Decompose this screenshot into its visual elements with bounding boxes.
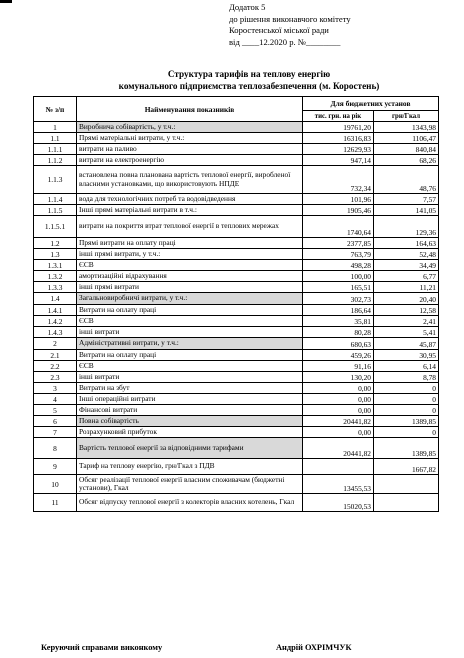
table-row [34,475,439,494]
row-indicator-cell: Прямі матеріальні витрати, у т.ч.: [77,133,303,144]
row-indicator-cell: інші витрати [77,372,303,383]
row-number-cell: 10 [34,475,77,494]
row-number-cell: 1.1.4 [34,194,77,205]
row-number-cell: 2 [34,338,77,350]
row-number-cell: 4 [34,394,77,405]
row-indicator-cell: інші прямі витрати [77,282,303,293]
row-value-per-gcal-cell: 0 [374,405,439,416]
header-indicator-name: Найменування показників [77,97,303,122]
row-indicator-cell: Загальновиробничі витрати, у т.ч.: [77,293,303,305]
appendix-line: до рішення виконавчого комітету [229,13,351,24]
row-indicator-cell: Інші операційні витрати [77,394,303,405]
row-indicator-cell: Обсяг реалізації теплової енергії власним споживачам (бюджетні установи), Гкал [77,475,303,494]
row-indicator-cell: Витрати на оплату праці [77,305,303,316]
table-row [34,316,439,327]
row-number-cell: 6 [34,416,77,427]
row-value-per-gcal-cell: 164,63 [374,238,439,249]
table-row [34,282,439,293]
footer-position: Керуючий справами виконкому [41,643,163,652]
row-value-thousand-cell: 2377,85 [303,238,374,249]
row-indicator-cell: Виробнича собівартість, у т.ч.: [77,122,303,133]
row-value-per-gcal-cell: 1343,98 [374,122,439,133]
row-number-cell: 9 [34,459,77,475]
appendix-date-line: від ____12.2020 р. №________ [229,36,341,47]
table-row [34,327,439,338]
row-value-per-gcal-cell: 20,40 [374,293,439,305]
row-value-thousand-cell: 0,00 [303,394,374,405]
table-body [34,122,439,512]
row-number-cell: 1.1.5.1 [34,216,77,238]
row-indicator-cell: Прямі витрати на оплату праці [77,238,303,249]
row-value-per-gcal-cell: 1667,82 [374,459,439,475]
row-value-thousand-cell: 100,00 [303,271,374,282]
row-number-cell: 2.3 [34,372,77,383]
header-uah-per-gcal: грн/Гкал [374,111,439,122]
row-number-cell: 1.4.2 [34,316,77,327]
row-value-per-gcal-cell: 0 [374,394,439,405]
header-budget-institutions: Для бюджетних установ [303,97,439,111]
table-row [34,416,439,427]
row-value-per-gcal-cell: 1389,85 [374,416,439,427]
row-indicator-cell: витрати на покриття втрат теплової енергії в теплових мережах [77,216,303,238]
table-row [34,144,439,155]
table-row [34,293,439,305]
table-row [34,133,439,144]
row-value-thousand-cell: 186,64 [303,305,374,316]
table-row [34,338,439,350]
table-row [34,205,439,216]
row-indicator-cell: вода для технологічних потреб та водовідведення [77,194,303,205]
table-row [34,405,439,416]
table-row [34,260,439,271]
row-value-thousand-cell: 13455,53 [303,475,374,494]
table-row [34,238,439,249]
row-value-thousand-cell: 680,63 [303,338,374,350]
row-value-thousand-cell: 1905,46 [303,205,374,216]
row-value-thousand-cell: 947,14 [303,155,374,166]
row-number-cell: 1.3.1 [34,260,77,271]
tariff-structure-table [33,96,439,512]
row-value-per-gcal-cell: 2,41 [374,316,439,327]
row-value-thousand-cell: 20441,82 [303,416,374,427]
table-row [34,305,439,316]
row-value-thousand-cell: 498,28 [303,260,374,271]
row-value-per-gcal-cell: 0 [374,383,439,394]
row-indicator-cell: Витрати на збут [77,383,303,394]
table-row [34,361,439,372]
row-value-per-gcal-cell: 6,77 [374,271,439,282]
table-row [34,166,439,194]
row-indicator-cell: встановлена повна планована вартість теплової енергії, виробленої власними установками, що використовують НПДЕ [77,166,303,194]
row-value-per-gcal-cell [374,475,439,494]
row-number-cell: 7 [34,427,77,438]
row-value-thousand-cell: 763,79 [303,249,374,260]
appendix-line: Коростенської міської ради [229,25,329,36]
title-line: комунального підприємства теплозабезпечення (м. Коростень) [118,80,380,91]
corner-mark [0,0,12,3]
row-value-thousand-cell: 130,20 [303,372,374,383]
table-row [34,122,439,133]
row-value-per-gcal-cell: 1389,85 [374,438,439,459]
row-value-per-gcal-cell: 45,87 [374,338,439,350]
row-value-per-gcal-cell: 141,05 [374,205,439,216]
row-indicator-cell: інші прямі витрати, у т.ч.: [77,249,303,260]
row-value-per-gcal-cell: 34,49 [374,260,439,271]
row-value-thousand-cell: 1740,64 [303,216,374,238]
row-number-cell: 1.3.2 [34,271,77,282]
row-number-cell: 1.2 [34,238,77,249]
row-indicator-cell: витрати на паливо [77,144,303,155]
row-indicator-cell: Вартість теплової енергії за відповідними тарифами [77,438,303,459]
row-indicator-cell: Фінансові витрати [77,405,303,416]
row-value-thousand-cell: 101,96 [303,194,374,205]
row-value-thousand-cell: 0,00 [303,405,374,416]
row-value-per-gcal-cell: 48,76 [374,166,439,194]
row-indicator-cell: ЄСВ [77,361,303,372]
row-indicator-cell: ЄСВ [77,260,303,271]
table-row [34,216,439,238]
row-number-cell: 1.1.5 [34,205,77,216]
row-value-per-gcal-cell: 5,41 [374,327,439,338]
table-row [34,427,439,438]
row-value-per-gcal-cell: 68,26 [374,155,439,166]
row-indicator-cell: ЄСВ [77,316,303,327]
row-value-thousand-cell [303,459,374,475]
row-value-thousand-cell: 12629,93 [303,144,374,155]
row-number-cell: 2.2 [34,361,77,372]
table-row [34,383,439,394]
appendix-line: Додаток 5 [229,2,266,12]
row-indicator-cell: Обсяг відпуску теплової енергії з колекторів власних котелень, Гкал [77,494,303,512]
row-number-cell: 1 [34,122,77,133]
row-value-thousand-cell: 19761,20 [303,122,374,133]
row-value-per-gcal-cell: 52,48 [374,249,439,260]
row-value-per-gcal-cell: 840,84 [374,144,439,155]
row-number-cell: 11 [34,494,77,512]
table-row [34,438,439,459]
row-value-thousand-cell: 15020,53 [303,494,374,512]
row-number-cell: 1.3.3 [34,282,77,293]
row-indicator-cell: інші витрати [77,327,303,338]
row-indicator-cell: Адміністративні витрати, у т.ч.: [77,338,303,350]
row-value-thousand-cell: 16316,83 [303,133,374,144]
row-number-cell: 2.1 [34,350,77,361]
table-row [34,194,439,205]
footer-signatory: Андрій ОХРІМЧУК [276,643,352,652]
row-value-per-gcal-cell: 11,21 [374,282,439,293]
row-value-thousand-cell: 91,16 [303,361,374,372]
row-number-cell: 1.1 [34,133,77,144]
row-number-cell: 1.1.3 [34,166,77,194]
table-row [34,350,439,361]
row-number-cell: 8 [34,438,77,459]
row-number-cell: 1.3 [34,249,77,260]
row-value-per-gcal-cell: 8,78 [374,372,439,383]
row-number-cell: 1.1.1 [34,144,77,155]
row-number-cell: 5 [34,405,77,416]
row-value-thousand-cell: 165,51 [303,282,374,293]
row-value-per-gcal-cell: 12,58 [374,305,439,316]
row-indicator-cell: Витрати на оплату праці [77,350,303,361]
row-indicator-cell: Інші прямі матеріальні витрати в т.ч.: [77,205,303,216]
row-indicator-cell: амортизаційні відрахування [77,271,303,282]
table-row [34,459,439,475]
row-value-thousand-cell: 732,34 [303,166,374,194]
row-indicator-cell: витрати на електроенергію [77,155,303,166]
header-thousand-uah-per-year: тис. грн. на рік [303,111,374,122]
table-row [34,394,439,405]
title-line: Структура тарифів на теплову енергію [167,69,331,79]
row-number-cell: 3 [34,383,77,394]
row-value-per-gcal-cell: 6,14 [374,361,439,372]
row-indicator-cell: Розрахунковий прибуток [77,427,303,438]
row-value-per-gcal-cell [374,494,439,512]
row-value-thousand-cell: 35,81 [303,316,374,327]
row-indicator-cell: Тариф на теплову енергію, грн/Гкал з ПДВ [77,459,303,475]
table-row [34,271,439,282]
row-number-cell: 1.4 [34,293,77,305]
table-row [34,494,439,512]
row-number-cell: 1.1.2 [34,155,77,166]
appendix-block [229,2,351,48]
row-value-per-gcal-cell: 7,57 [374,194,439,205]
table-row [34,372,439,383]
header-number: № з/п [34,97,77,122]
document-title [34,69,464,92]
row-number-cell: 1.4.3 [34,327,77,338]
row-indicator-cell: Повна собівартість [77,416,303,427]
row-value-thousand-cell: 302,73 [303,293,374,305]
row-value-thousand-cell: 0,00 [303,383,374,394]
row-value-thousand-cell: 0,00 [303,427,374,438]
table-row [34,249,439,260]
row-value-thousand-cell: 80,28 [303,327,374,338]
row-value-per-gcal-cell: 30,95 [374,350,439,361]
row-value-thousand-cell: 20441,82 [303,438,374,459]
row-value-per-gcal-cell: 129,36 [374,216,439,238]
row-number-cell: 1.4.1 [34,305,77,316]
row-value-per-gcal-cell: 1106,47 [374,133,439,144]
row-value-per-gcal-cell: 0 [374,427,439,438]
row-value-thousand-cell: 459,26 [303,350,374,361]
table-row [34,155,439,166]
